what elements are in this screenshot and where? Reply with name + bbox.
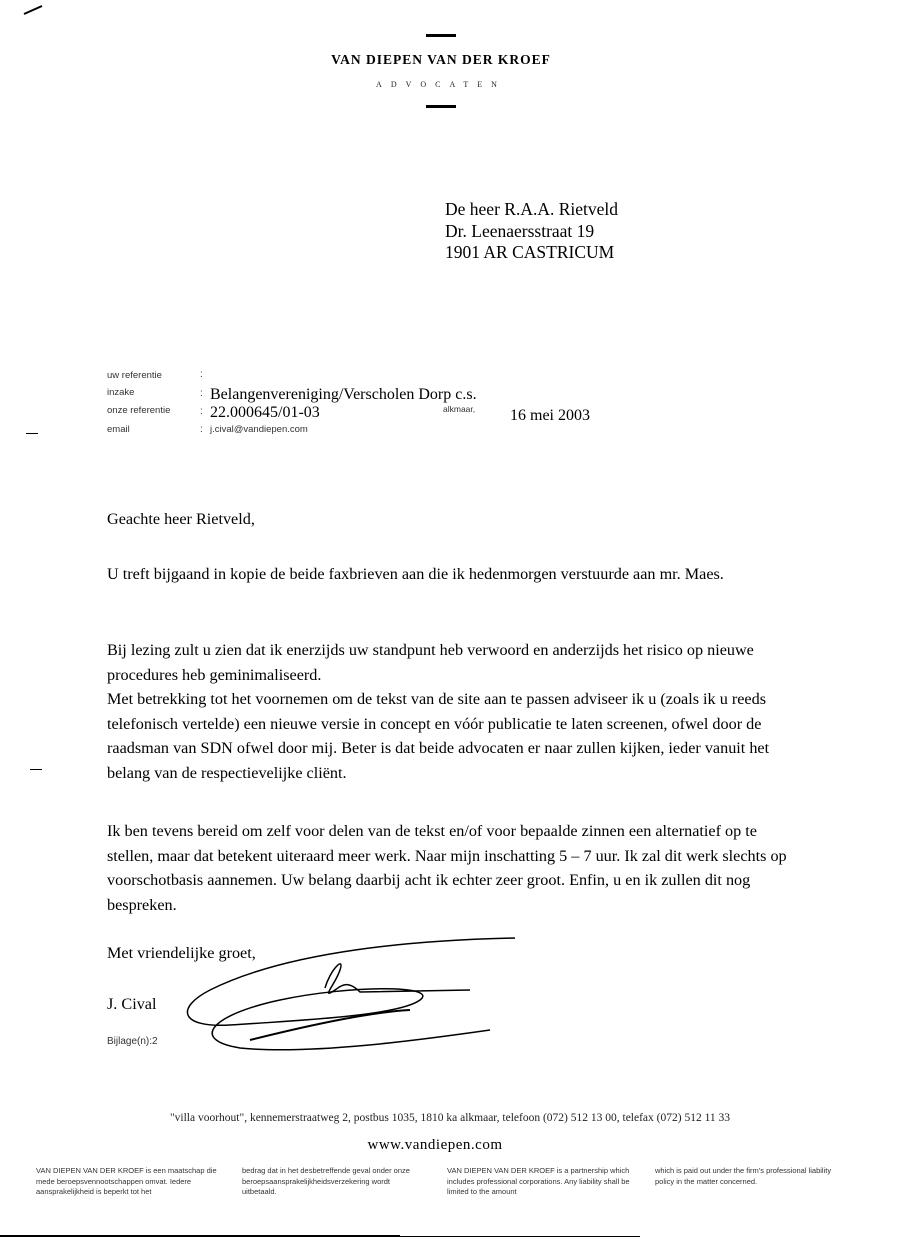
paragraph-1: U treft bijgaand in kopie de beide faxbrieven aan die ik hedenmorgen verstuurde aan mr. Maes. — [107, 565, 724, 583]
our-reference-value: 22.000645/01-03 — [210, 404, 320, 421]
disclaimer-nl-2: bedrag dat in het desbetreffende geval onder onze beroepsaansprakelijkheidsverzekering wordt uitbetaald. — [242, 1166, 410, 1196]
recipient-address — [445, 199, 618, 264]
recipient-city: 1901 AR CASTRICUM — [445, 242, 615, 262]
margin-mark — [30, 769, 42, 770]
disclaimer-nl-1: VAN DIEPEN VAN DER KROEF is een maatschap die mede beroepsvennootschappen omvat. Iedere aansprakelijkheid is beperkt tot het — [36, 1166, 217, 1196]
subject-label: inzake — [107, 387, 135, 398]
subject-value: Belangenvereniging/Verscholen Dorp c.s. — [210, 386, 477, 403]
handwritten-signature — [170, 930, 530, 1060]
letter-date: 16 mei 2003 — [510, 407, 590, 424]
letterhead-bottom-bar — [426, 105, 456, 108]
email-value: j.cival@vandiepen.com — [210, 424, 308, 435]
paragraph-2b: Met betrekking tot het voornemen om de tekst van de site aan te passen adviseer ik u (zoals ik u reeds telefonisch vertelde) een nieuwe versie in concept en vóór publicatie te laten screenen, ofwel door de raadsman van SDN ofwel door mij. Beter is dat beide advocaten er naar zullen kijken, ieder vanuit het belang van de respectievelijke cliënt. — [107, 690, 770, 782]
firm-subtitle: ADVOCATEN — [376, 80, 506, 89]
email-colon: : — [200, 424, 203, 435]
letterhead-top-bar — [426, 34, 456, 37]
margin-mark — [26, 433, 38, 434]
signer-name: J. Cival — [107, 995, 157, 1013]
scan-artifact-mark — [22, 4, 46, 16]
subject-colon: : — [200, 388, 203, 399]
email-label: email — [107, 424, 130, 435]
enclosures: Bijlage(n):2 — [107, 1036, 158, 1047]
paragraph-3: Ik ben tevens bereid om zelf voor delen van de tekst en/of voor bepaalde zinnen een alternatief op te stellen, maar dat betekent uiteraard meer werk. Naar mijn inschatting 5 – 7 uur. Ik zal dit werk slechts op voorschotbasis aannemen. Uw belang daarbij acht ik echter zeer groot. Enfin, u en ik zullen dit nog bespreken. — [107, 822, 787, 914]
recipient-name: De heer R.A.A. Rietveld — [445, 199, 619, 219]
firm-name: VAN DIEPEN VAN DER KROEF — [331, 52, 551, 67]
our-reference-label: onze referentie — [107, 405, 171, 416]
disclaimer-en-2: which is paid out under the firm's professional liability policy in the matter concerned. — [655, 1166, 832, 1186]
our-reference-colon: : — [200, 406, 203, 417]
place-label: alkmaar, — [443, 404, 476, 414]
your-reference-colon: : — [200, 369, 203, 380]
scan-bottom-edge-thin — [400, 1236, 640, 1237]
scan-bottom-edge — [0, 1235, 400, 1237]
recipient-street: Dr. Leenaersstraat 19 — [445, 220, 595, 241]
closing: Met vriendelijke groet, — [107, 944, 256, 962]
disclaimer-en-1: VAN DIEPEN VAN DER KROEF is a partnership which includes professional corporations. Any liability shall be limited to the amount — [447, 1166, 630, 1196]
your-reference-label: uw referentie — [107, 370, 162, 381]
paragraph-2a: Bij lezing zult u zien dat ik enerzijds uw standpunt heb verwoord en anderzijds het risico op nieuwe procedures heb geminimaliseerd. — [107, 641, 754, 684]
paragraph-2 — [107, 638, 797, 785]
footer-address: "villa voorhout", kennemerstraatweg 2, postbus 1035, 1810 ka alkmaar, telefoon (072) 512 13 00, telefax (072) 512 11 33 — [169, 1112, 731, 1124]
salutation: Geachte heer Rietveld, — [107, 510, 255, 528]
footer-website[interactable]: www.vandiepen.com — [367, 1137, 503, 1153]
